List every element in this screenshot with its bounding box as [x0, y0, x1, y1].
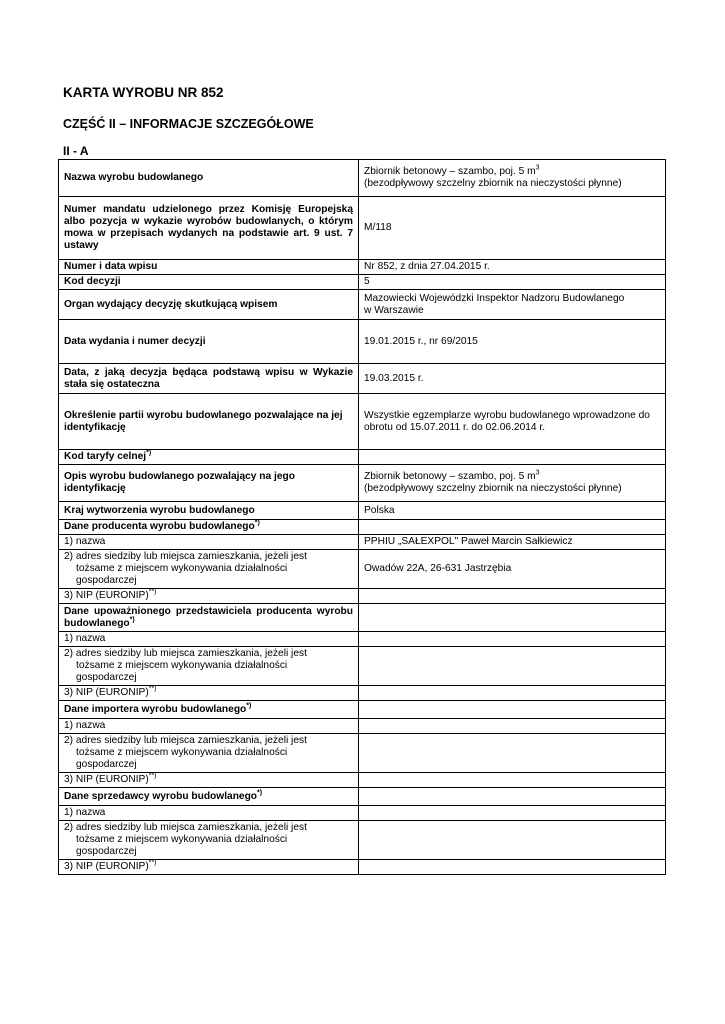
table-row: [59, 197, 666, 260]
table-row: [59, 821, 666, 860]
table-row: [59, 788, 666, 806]
seller-header: Dane sprzedawcy wyrobu budowlanego*): [59, 788, 359, 806]
document-title: KARTA WYROBU NR 852: [63, 85, 224, 100]
batch-label: Określenie partii wyrobu budowlanego pozwalające na jej identyfikację: [59, 394, 359, 450]
table-row: [59, 604, 666, 632]
authority-label: Organ wydający decyzję skutkującą wpisem: [59, 290, 359, 320]
importer-address-label: 2) adres siedziby lub miejsca zamieszkania, jeżeli jest tożsame z miejscem wykonywania działalności gospodarczej: [59, 734, 359, 773]
final-date-label: Data, z jaką decyzja będąca podstawą wpisu w Wykazie stała się ostateczna: [59, 364, 359, 394]
seller-name-label: 1) nazwa: [59, 806, 359, 821]
mandate-label: Numer mandatu udzielonego przez Komisję Europejską albo pozycja w wykazie wyrobów budowlanych, o którym mowa w przepisach wydanych na podstawie art. 9 ust. 7 ustawy: [59, 197, 359, 260]
producer-name-value: PPHIU „SAŁEXPOL" Paweł Marcin Sałkiewicz: [359, 535, 666, 550]
producer-address-value: Owadów 22A, 26-631 Jastrzębia: [359, 550, 666, 589]
table-row: [59, 465, 666, 502]
batch-value: Wszystkie egzemplarze wyrobu budowlanego wprowadzone do obrotu od 15.07.2011 r. do 02.06.2014 r.: [359, 394, 666, 450]
tariff-code-label: Kod taryfy celnej*): [59, 450, 359, 465]
seller-nip-label: 3) NIP (EURONIP)**): [59, 860, 359, 875]
table-row: [59, 450, 666, 465]
product-card-table: [58, 159, 666, 875]
decision-code-value: 5: [359, 275, 666, 290]
representative-header: Dane upoważnionego przedstawiciela producenta wyrobu budowlanego*): [59, 604, 359, 632]
table-row: [59, 520, 666, 535]
final-date-value: 19.03.2015 r.: [359, 364, 666, 394]
producer-nip-label: 3) NIP (EURONIP)**): [59, 589, 359, 604]
representative-address-label: 2) adres siedziby lub miejsca zamieszkania, jeżeli jest tożsame z miejscem wykonywania działalności gospodarczej: [59, 647, 359, 686]
table-row: [59, 860, 666, 875]
table-row: [59, 160, 666, 197]
entry-number-value: Nr 852, z dnia 27.04.2015 r.: [359, 260, 666, 275]
table-row: [59, 686, 666, 701]
table-row: [59, 535, 666, 550]
table-row: [59, 320, 666, 364]
table-row: [59, 806, 666, 821]
producer-name-label: 1) nazwa: [59, 535, 359, 550]
mandate-value: M/118: [359, 197, 666, 260]
authority-value: Mazowiecki Wojewódzki Inspektor Nadzoru Budowlanego w Warszawie: [359, 290, 666, 320]
representative-name-label: 1) nazwa: [59, 632, 359, 647]
table-row: [59, 734, 666, 773]
table-row: [59, 589, 666, 604]
seller-address-label: 2) adres siedziby lub miejsca zamieszkania, jeżeli jest tożsame z miejscem wykonywania działalności gospodarczej: [59, 821, 359, 860]
representative-nip-label: 3) NIP (EURONIP)**): [59, 686, 359, 701]
importer-header: Dane importera wyrobu budowlanego*): [59, 701, 359, 719]
table-row: [59, 502, 666, 520]
issue-date-label: Data wydania i numer decyzji: [59, 320, 359, 364]
table-row: [59, 550, 666, 589]
table-row: [59, 701, 666, 719]
table-row: [59, 773, 666, 788]
product-name-label: Nazwa wyrobu budowlanego: [59, 160, 359, 197]
document-subtitle: CZĘŚĆ II – INFORMACJE SZCZEGÓŁOWE: [63, 117, 314, 131]
table-row: [59, 394, 666, 450]
importer-nip-label: 3) NIP (EURONIP)**): [59, 773, 359, 788]
table-row: [59, 647, 666, 686]
table-row: [59, 364, 666, 394]
producer-address-label: 2) adres siedziby lub miejsca zamieszkania, jeżeli jest tożsame z miejscem wykonywania działalności gospodarczej: [59, 550, 359, 589]
description-label: Opis wyrobu budowlanego pozwalający na jego identyfikację: [59, 465, 359, 502]
section-label: II - A: [63, 144, 89, 158]
product-name-value: Zbiornik betonowy – szambo, poj. 5 $m^3$ (bezodpływowy szczelny zbiornik na nieczystości płynne): [359, 160, 666, 197]
issue-date-value: 19.01.2015 r., nr 69/2015: [359, 320, 666, 364]
table-row: [59, 290, 666, 320]
entry-number-label: Numer i data wpisu: [59, 260, 359, 275]
table-row: [59, 260, 666, 275]
country-label: Kraj wytworzenia wyrobu budowlanego: [59, 502, 359, 520]
tariff-code-value: [359, 450, 666, 465]
decision-code-label: Kod decyzji: [59, 275, 359, 290]
table-row: [59, 719, 666, 734]
description-value: Zbiornik betonowy – szambo, poj. 5 $m^3$ (bezodpływowy szczelny zbiornik na nieczystości płynne): [359, 465, 666, 502]
table-row: [59, 275, 666, 290]
country-value: Polska: [359, 502, 666, 520]
producer-header: Dane producenta wyrobu budowlanego*): [59, 520, 359, 535]
table-row: [59, 632, 666, 647]
importer-name-label: 1) nazwa: [59, 719, 359, 734]
